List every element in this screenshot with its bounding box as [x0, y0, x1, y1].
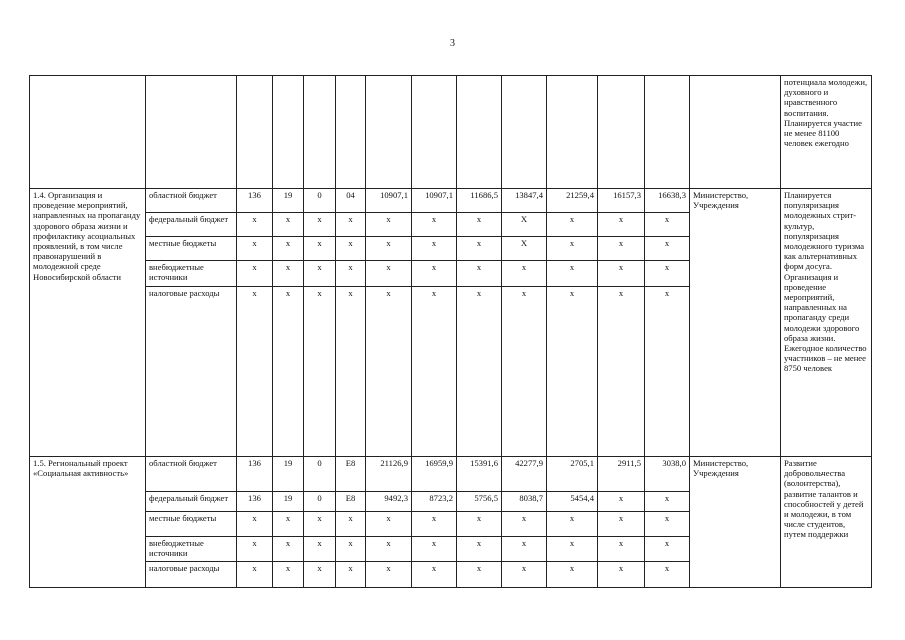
- value-cell: х: [304, 213, 336, 237]
- value-cell: 16638,3: [645, 189, 690, 213]
- value-cell: х: [547, 213, 598, 237]
- empty-cell: [457, 76, 502, 189]
- description-cell: Планируется популяризация молодежных стрит-культур, популяризация молодежного туризма как альтернативных форм досуга. Организация и проведение мероприятий, направленных на пропаганду среди молодежи здорового образа жизни. Ежегодное количество участников – не менее 8750 человек: [781, 189, 872, 457]
- value-cell: х: [237, 562, 273, 588]
- description-cell: Развитие добровольчества (волонтерства), развитие талантов и способностей у детей и молодежи, в том числе студентов, путем поддержки: [781, 457, 872, 588]
- value-cell: х: [336, 512, 366, 537]
- funding-source-cell: внебюджетные источники: [146, 261, 237, 287]
- value-cell: 136: [237, 492, 273, 512]
- value-cell: Х: [502, 237, 547, 261]
- value-cell: х: [598, 237, 645, 261]
- empty-cell: [547, 76, 598, 189]
- value-cell: 0: [304, 492, 336, 512]
- empty-cell: [30, 76, 146, 189]
- value-cell: х: [645, 213, 690, 237]
- funding-source-cell: областной бюджет: [146, 457, 237, 492]
- value-cell: Е8: [336, 492, 366, 512]
- value-cell: 8723,2: [412, 492, 457, 512]
- value-cell: х: [502, 261, 547, 287]
- value-cell: х: [598, 213, 645, 237]
- value-cell: х: [645, 562, 690, 588]
- value-cell: 19: [273, 457, 304, 492]
- continued-row: [30, 76, 872, 189]
- value-cell: х: [502, 512, 547, 537]
- responsible-cell: Министерство, Учреждения: [690, 189, 781, 457]
- value-cell: х: [336, 562, 366, 588]
- value-cell: х: [366, 537, 412, 562]
- value-cell: х: [457, 213, 502, 237]
- value-cell: х: [336, 213, 366, 237]
- empty-cell: [366, 76, 412, 189]
- value-cell: х: [366, 287, 412, 457]
- value-cell: х: [237, 261, 273, 287]
- value-cell: 136: [237, 457, 273, 492]
- value-cell: 10907,1: [412, 189, 457, 213]
- value-cell: х: [645, 512, 690, 537]
- empty-cell: [502, 76, 547, 189]
- value-cell: х: [304, 261, 336, 287]
- value-cell: х: [412, 287, 457, 457]
- responsible-cell: Министерство, Учреждения: [690, 457, 781, 588]
- value-cell: х: [645, 237, 690, 261]
- value-cell: х: [457, 537, 502, 562]
- value-cell: х: [304, 562, 336, 588]
- value-cell: 5454,4: [547, 492, 598, 512]
- funding-source-cell: внебюджетные источники: [146, 537, 237, 562]
- page-number: 3: [450, 38, 455, 49]
- value-cell: 2911,5: [598, 457, 645, 492]
- value-cell: х: [412, 512, 457, 537]
- value-cell: х: [304, 237, 336, 261]
- value-cell: 8038,7: [502, 492, 547, 512]
- program-table: [29, 75, 872, 588]
- value-cell: х: [273, 512, 304, 537]
- value-cell: х: [237, 213, 273, 237]
- value-cell: 19: [273, 492, 304, 512]
- funding-source-cell: налоговые расходы: [146, 562, 237, 588]
- value-cell: х: [273, 562, 304, 588]
- table-row: [30, 189, 872, 213]
- value-cell: х: [336, 261, 366, 287]
- value-cell: х: [457, 287, 502, 457]
- value-cell: х: [412, 562, 457, 588]
- value-cell: 5756,5: [457, 492, 502, 512]
- funding-source-cell: областной бюджет: [146, 189, 237, 213]
- funding-source-cell: местные бюджеты: [146, 237, 237, 261]
- value-cell: х: [645, 537, 690, 562]
- empty-cell: [598, 76, 645, 189]
- empty-cell: [304, 76, 336, 189]
- funding-source-cell: федеральный бюджет: [146, 213, 237, 237]
- funding-source-cell: федеральный бюджет: [146, 492, 237, 512]
- value-cell: 2705,1: [547, 457, 598, 492]
- table-body: [30, 76, 872, 588]
- value-cell: 3038,0: [645, 457, 690, 492]
- value-cell: х: [237, 237, 273, 261]
- value-cell: 0: [304, 189, 336, 213]
- value-cell: 19: [273, 189, 304, 213]
- value-cell: х: [366, 512, 412, 537]
- value-cell: х: [304, 287, 336, 457]
- value-cell: 10907,1: [366, 189, 412, 213]
- value-cell: х: [412, 213, 457, 237]
- value-cell: х: [502, 537, 547, 562]
- value-cell: Х: [502, 213, 547, 237]
- value-cell: х: [547, 512, 598, 537]
- value-cell: 04: [336, 189, 366, 213]
- value-cell: 21259,4: [547, 189, 598, 213]
- value-cell: х: [366, 213, 412, 237]
- event-name-cell: 1.4. Организация и проведение мероприятий, направленных на пропаганду здорового образа жизни и профилактику асоциальных проявлений, в том числе правонарушений в молодежной среде Новосибирской области: [30, 189, 146, 457]
- value-cell: х: [502, 287, 547, 457]
- value-cell: 16157,3: [598, 189, 645, 213]
- description-cell: потенциала молодежи, духовного и нравственного воспитания. Планируется участие не менее 81100 человек ежегодно: [781, 76, 872, 189]
- value-cell: х: [366, 261, 412, 287]
- value-cell: х: [237, 287, 273, 457]
- event-name-cell: 1.5. Региональный проект «Социальная активность»: [30, 457, 146, 588]
- empty-cell: [273, 76, 304, 189]
- value-cell: х: [457, 562, 502, 588]
- value-cell: х: [412, 537, 457, 562]
- value-cell: х: [457, 512, 502, 537]
- value-cell: х: [366, 562, 412, 588]
- value-cell: х: [273, 261, 304, 287]
- value-cell: х: [598, 261, 645, 287]
- value-cell: 42277,9: [502, 457, 547, 492]
- empty-cell: [412, 76, 457, 189]
- value-cell: 11686,5: [457, 189, 502, 213]
- value-cell: х: [237, 512, 273, 537]
- value-cell: х: [547, 261, 598, 287]
- value-cell: 13847,4: [502, 189, 547, 213]
- value-cell: 21126,9: [366, 457, 412, 492]
- value-cell: х: [547, 237, 598, 261]
- value-cell: х: [598, 512, 645, 537]
- value-cell: х: [645, 261, 690, 287]
- funding-source-cell: налоговые расходы: [146, 287, 237, 457]
- table-row: [30, 457, 872, 492]
- value-cell: 9492,3: [366, 492, 412, 512]
- empty-cell: [690, 76, 781, 189]
- value-cell: х: [547, 537, 598, 562]
- value-cell: х: [336, 287, 366, 457]
- value-cell: х: [457, 261, 502, 287]
- value-cell: х: [273, 287, 304, 457]
- value-cell: х: [237, 537, 273, 562]
- value-cell: 0: [304, 457, 336, 492]
- empty-cell: [336, 76, 366, 189]
- value-cell: х: [547, 562, 598, 588]
- value-cell: х: [304, 537, 336, 562]
- empty-cell: [237, 76, 273, 189]
- funding-source-cell: местные бюджеты: [146, 512, 237, 537]
- value-cell: 15391,6: [457, 457, 502, 492]
- value-cell: х: [412, 237, 457, 261]
- value-cell: 136: [237, 189, 273, 213]
- value-cell: 16959,9: [412, 457, 457, 492]
- value-cell: х: [598, 287, 645, 457]
- value-cell: х: [336, 237, 366, 261]
- value-cell: х: [336, 537, 366, 562]
- value-cell: х: [304, 512, 336, 537]
- value-cell: х: [502, 562, 547, 588]
- value-cell: х: [366, 237, 412, 261]
- value-cell: х: [598, 562, 645, 588]
- value-cell: х: [645, 287, 690, 457]
- value-cell: х: [457, 237, 502, 261]
- value-cell: х: [547, 287, 598, 457]
- value-cell: х: [598, 537, 645, 562]
- value-cell: Е8: [336, 457, 366, 492]
- value-cell: х: [273, 537, 304, 562]
- value-cell: х: [412, 261, 457, 287]
- value-cell: х: [598, 492, 645, 512]
- empty-cell: [645, 76, 690, 189]
- value-cell: х: [273, 237, 304, 261]
- value-cell: х: [273, 213, 304, 237]
- empty-cell: [146, 76, 237, 189]
- value-cell: х: [645, 492, 690, 512]
